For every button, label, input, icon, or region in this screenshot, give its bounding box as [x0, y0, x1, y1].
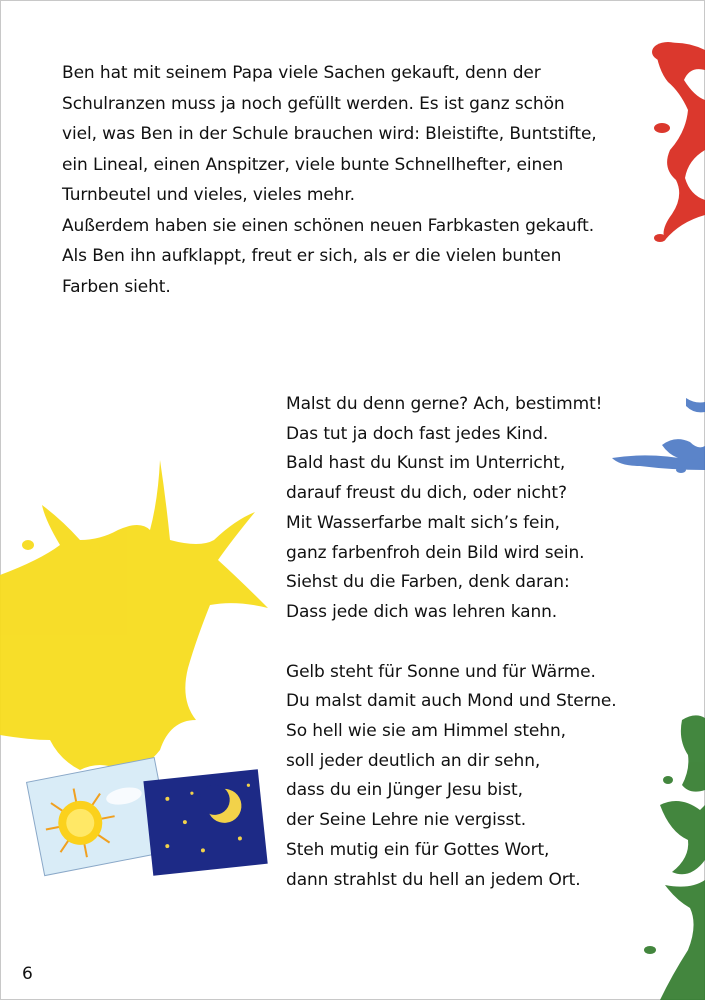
prose-line: ein Lineal, einen Anspitzer, viele bunte Schnellhefter, einen: [62, 154, 564, 175]
poem-line: ganz farbenfroh dein Bild wird sein.: [286, 542, 585, 563]
poem-stanza-2: [286, 658, 666, 896]
page-number: 6: [22, 964, 33, 984]
yellow-paint-splash-icon: [0, 460, 268, 771]
poem-line: Bald hast du Kunst im Unterricht,: [286, 453, 566, 474]
poem-line: Du malst damit auch Mond und Sterne.: [286, 691, 617, 712]
poem-line: Siehst du die Farben, denk daran:: [286, 572, 570, 593]
intro-paragraph: [62, 58, 662, 302]
poem: [286, 390, 666, 895]
prose-line: Schulranzen muss ja noch gefüllt werden. Es ist ganz schön: [62, 93, 565, 114]
prose-line: Als Ben ihn aufklappt, freut er sich, als er die vielen bunten: [62, 246, 562, 266]
prose-line: Außerdem haben sie einen schönen neuen Farbkasten gekauft.: [62, 215, 595, 236]
poem-line: darauf freust du dich, oder nicht?: [286, 483, 567, 504]
prose-line: Turnbeutel und vieles, vieles mehr.: [62, 185, 355, 205]
poem-line: Gelb steht für Sonne und für Wärme.: [286, 661, 596, 682]
prose-line: viel, was Ben in der Schule brauchen wird: Bleistifte, Buntstifte,: [62, 124, 597, 144]
poem-line: dann strahlst du hell an jedem Ort.: [286, 869, 581, 890]
poem-line: der Seine Lehre nie vergisst.: [286, 810, 527, 831]
poem-line: Malst du denn gerne? Ach, bestimmt!: [286, 394, 603, 414]
poem-line: Das tut ja doch fast jedes Kind.: [286, 423, 549, 444]
poem-line: So hell wie sie am Himmel stehn,: [286, 721, 566, 742]
poem-line: Mit Wasserfarbe malt sich’s fein,: [286, 512, 560, 533]
stanza-divider: [286, 628, 666, 658]
prose-line: Ben hat mit seinem Papa viele Sachen gekauft, denn der: [62, 63, 541, 83]
prose-line: Farben sieht.: [62, 276, 171, 297]
moon-stars-card-icon: [143, 769, 267, 876]
poem-line: dass du ein Jünger Jesu bist,: [286, 780, 523, 801]
poem-line: Steh mutig ein für Gottes Wort,: [286, 839, 550, 860]
poem-stanza-1: [286, 390, 666, 628]
poem-line: Dass jede dich was lehren kann.: [286, 601, 558, 622]
poem-line: soll jeder deutlich an dir sehn,: [286, 750, 541, 771]
